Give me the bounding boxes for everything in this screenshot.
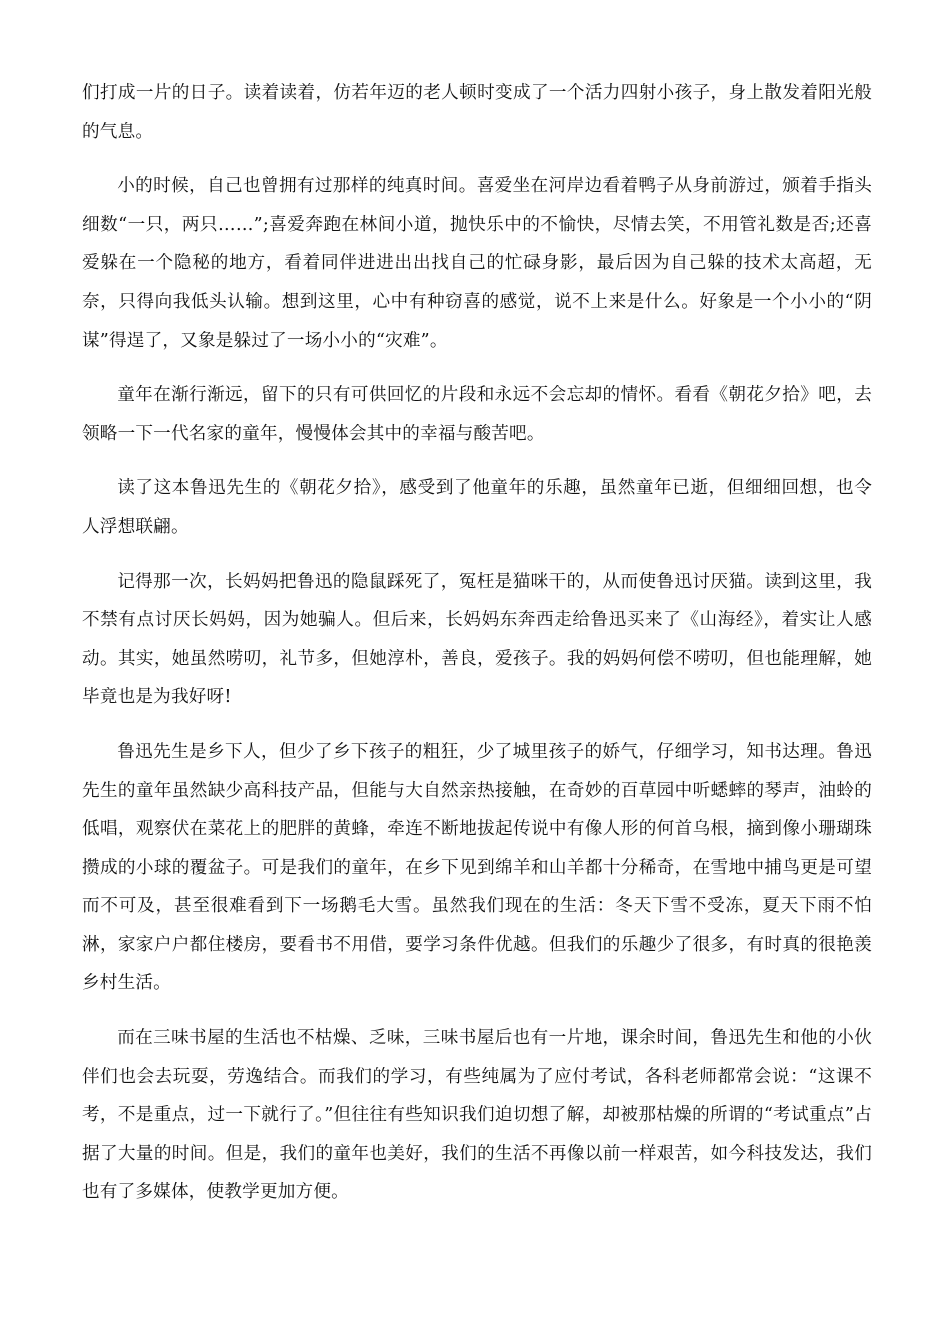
- paragraph-childhood-fading: 童年在渐行渐远，留下的只有可供回忆的片段和永远不会忘却的情怀。看看《朝花夕拾》吧，去领略一下一代名家的童年，慢慢体会其中的幸福与酸苦吧。: [82, 385, 872, 444]
- paragraph-continued: 们打成一片的日子。读着读着，仿若年迈的老人顿时变成了一个活力四射小孩子，身上散发着阳光般的气息。: [82, 83, 872, 142]
- paragraph-reading-book: 读了这本鲁迅先生的《朝花夕拾》，感受到了他童年的乐趣，虽然童年已逝，但细细回想，也令人浮想联翩。: [82, 478, 872, 537]
- paragraph-chang-mama: 记得那一次，长妈妈把鲁迅的隐鼠踩死了，冤枉是猫咪干的，从而使鲁迅讨厌猫。读到这里，我不禁有点讨厌长妈妈，因为她骗人。但后来，长妈妈东奔西走给鲁迅买来了《山海经》，着实让人感动。其实，她虽然唠叨，礼节多，但她淳朴，善良，爱孩子。我的妈妈何偿不唠叨，但也能理解，她毕竟也是为我好呀!: [82, 571, 872, 708]
- paragraph-sanwei-shuwu: 而在三味书屋的生活也不枯燥、乏味，三味书屋后也有一片地，课余时间，鲁迅先生和他的小伙伴们也会去玩耍，劳逸结合。而我们的学习，有些纯属为了应付考试，各科老师都常会说：“这课不考，不是重点，过一下就行了。”但往往有些知识我们迫切想了解，却被那枯燥的所谓的“考试重点”占据了大量的时间。但是，我们的童年也美好，我们的生活不再像以前一样艰苦，如今科技发达，我们也有了多媒体，使教学更加方便。: [82, 1028, 872, 1203]
- paragraph-childhood-memories: 小的时候，自己也曾拥有过那样的纯真时间。喜爱坐在河岸边看着鸭子从身前游过，颁着手指头细数“一只，两只……”;喜爱奔跑在林间小道，抛快乐中的不愉快，尽情去笑，不用管礼数是否;还喜爱躲在一个隐秘的地方，看着同伴进进出出找自己的忙碌身影，最后因为自己躲的技术太高超，无奈，只得向我低头认输。想到这里，心中有种窃喜的感觉，说不上来是什么。好象是一个小小的“阴谋”得逞了，又象是躲过了一场小小的“灾难”。: [82, 176, 872, 351]
- paragraph-luxun-childhood: 鲁迅先生是乡下人，但少了乡下孩子的粗狂，少了城里孩子的娇气，仔细学习，知书达理。鲁迅先生的童年虽然缺少高科技产品，但能与大自然亲热接触，在奇妙的百草园中听蟋蟀的琴声，油蛉的低唱，观察伏在菜花上的肥胖的黄蜂，牵连不断地拔起传说中有像人形的何首乌根，摘到像小珊瑚珠攒成的小球的覆盆子。可是我们的童年，在乡下见到绵羊和山羊都十分稀奇，在雪地中捕鸟更是可望而不可及，甚至很难看到下一场鹅毛大雪。虽然我们现在的生活：冬天下雪不受冻，夏天下雨不怕淋，家家户户都住楼房，要看书不用借，要学习条件优越。但我们的乐趣少了很多，有时真的很艳羡乡村生活。: [82, 741, 872, 994]
- document-body: [82, 74, 872, 1228]
